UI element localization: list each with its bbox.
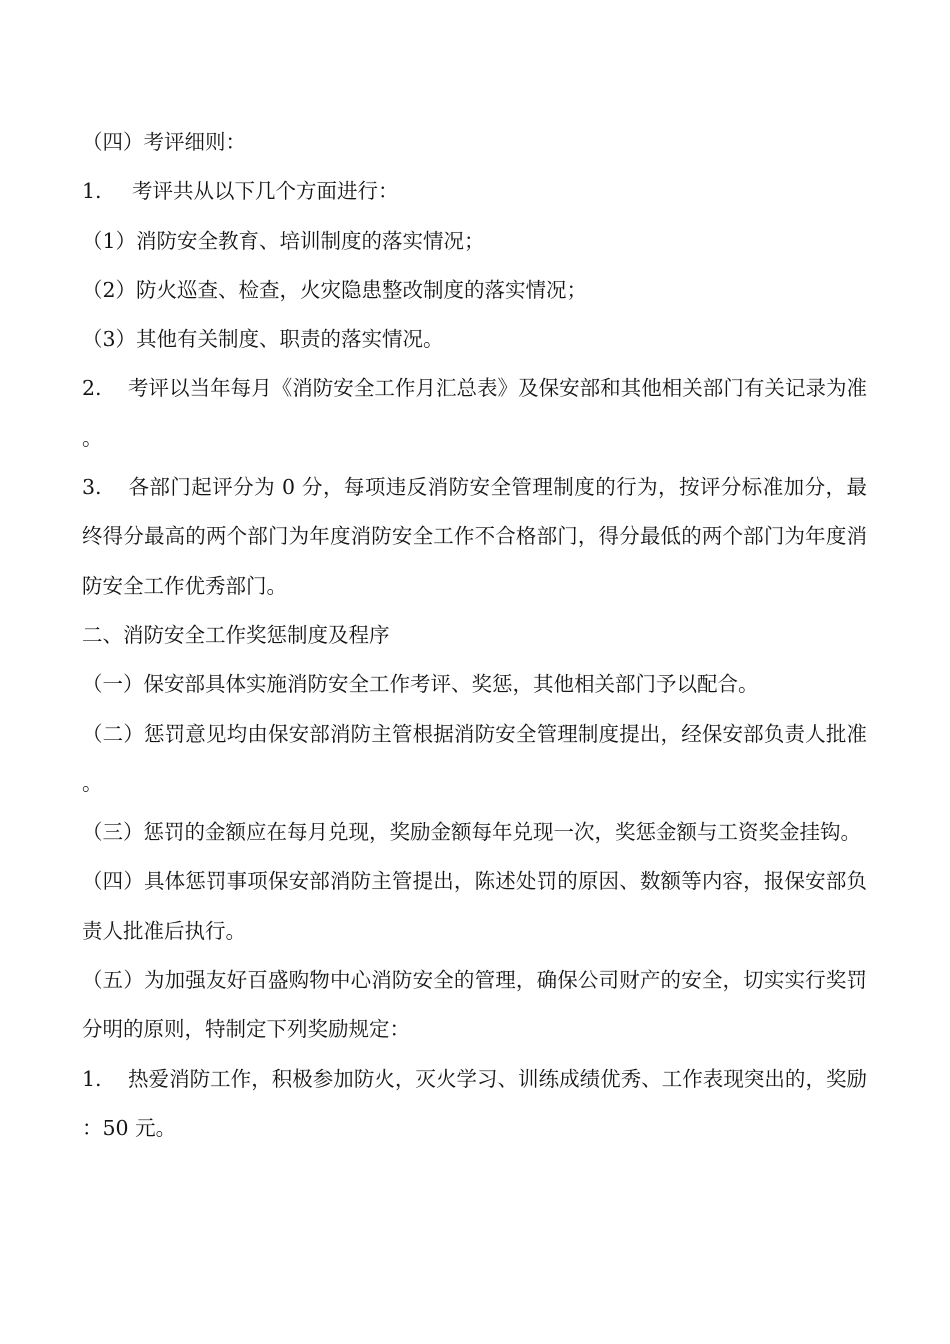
rule-item-2: （二）惩罚意见均由保安部消防主管根据消防安全管理制度提出，经保安部负责人批准。: [82, 721, 867, 795]
rule-item-4: （四）具体惩罚事项保安部消防主管提出，陈述处罚的原因、数额等内容，报保安部负责人批准后执行。: [82, 869, 867, 943]
list-number: 2.: [82, 376, 102, 401]
rule-item-1: （一）保安部具体实施消防安全工作考评、奖惩，其他相关部门予以配合。: [82, 672, 759, 697]
list-item-training-implementation: （1）消防安全教育、培训制度的落实情况；: [82, 228, 485, 253]
list-item-evaluation-aspects: 1. 考评共从以下几个方面进行：: [82, 167, 867, 216]
list-number: 3.: [82, 475, 102, 500]
list-item-evaluation-basis: 2. 考评以当年每月《消防安全工作月汇总表》及保安部和其他相关部门有关记录为准。: [82, 364, 867, 463]
list-item-other-duties: （3）其他有关制度、职责的落实情况。: [82, 327, 444, 352]
reward-item-1: 1. 热爱消防工作，积极参加防火，灭火学习、训练成绩优秀、工作表现突出的，奖励：50 元。: [82, 1055, 867, 1154]
list-item-inspection-implementation: （2）防火巡查、检查，火灾隐患整改制度的落实情况；: [82, 277, 588, 302]
list-number: 1.: [82, 179, 102, 204]
section-heading-rewards-penalties: 二、消防安全工作奖惩制度及程序: [82, 622, 390, 647]
document-body: [82, 118, 867, 1153]
rule-item-3: （三）惩罚的金额应在每月兑现，奖励金额每年兑现一次，奖惩金额与工资奖金挂钩。: [82, 820, 861, 845]
list-item-scoring-rules: 3. 各部门起评分为 0 分，每项违反消防安全管理制度的行为，按评分标准加分，最终得分最高的两个部门为年度消防安全工作不合格部门，得分最低的两个部门为年度消防安全工作优秀部门。: [82, 463, 867, 611]
list-number: 1.: [82, 1066, 102, 1091]
section-heading-evaluation-rules: （四）考评细则：: [82, 130, 246, 154]
rule-item-5: （五）为加强友好百盛购物中心消防安全的管理，确保公司财产的安全，切实实行奖罚分明的原则，特制定下列奖励规定：: [82, 968, 867, 1042]
